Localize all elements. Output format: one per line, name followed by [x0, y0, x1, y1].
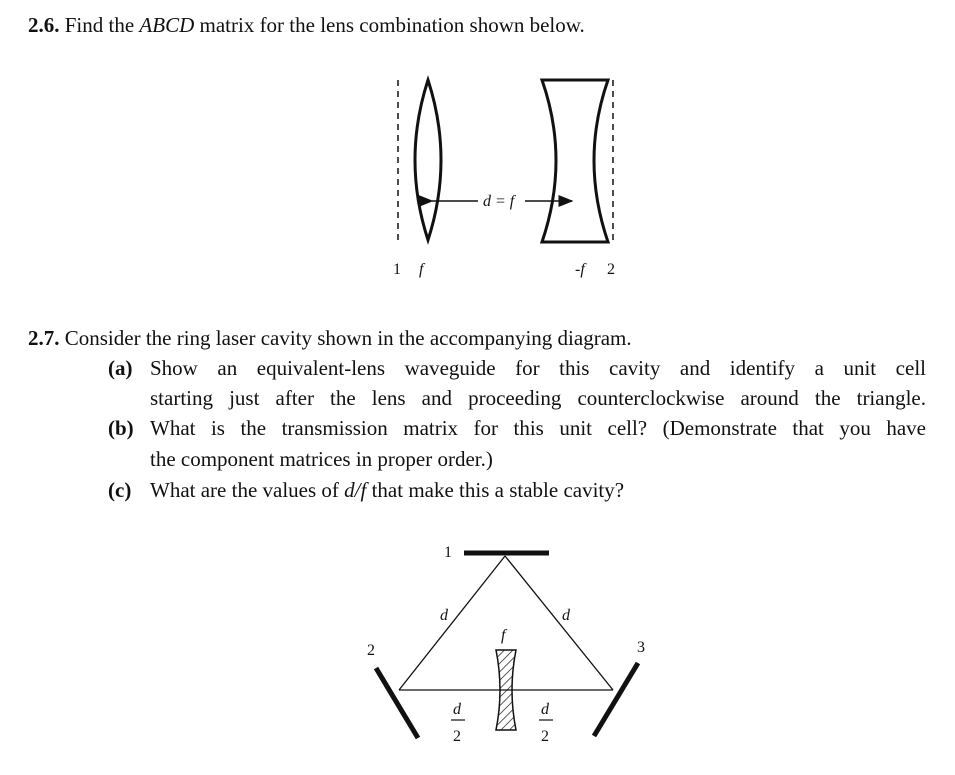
beam-left-leg [399, 556, 505, 690]
focal-length-label: f [419, 261, 424, 278]
abcd-term: ABCD [139, 13, 195, 37]
ratio-term: d/f [344, 478, 367, 502]
mirror-1-label: 1 [444, 544, 452, 561]
distance-label: d = f [483, 193, 515, 210]
left-half-numerator: d [453, 701, 461, 718]
part-a-line-2: starting just after the lens and proceeding counterclockwise around the triangle. [150, 386, 926, 410]
plane-2-label: 2 [607, 261, 615, 278]
mirror-3-label: 3 [637, 639, 645, 656]
left-leg-distance-label: d [440, 607, 448, 624]
part-c-text: What are the values of [150, 478, 339, 502]
left-half-denominator: 2 [453, 728, 461, 745]
problem-text: matrix for the lens combination shown below. [199, 13, 585, 37]
part-c-label: (c) [108, 478, 132, 502]
problem-text: Consider the ring laser cavity shown in the accompanying diagram. [64, 326, 632, 350]
neg-focal-length-label: -f [575, 261, 585, 278]
part-c-text: that make this a stable cavity? [371, 478, 625, 502]
lens-focal-label: f [501, 627, 506, 644]
part-b-text: What is the transmission matrix for this unit cell? (Demonstrate that you have [150, 416, 926, 440]
right-half-numerator: d [541, 701, 549, 718]
problem-number: 2.6. [28, 13, 60, 37]
right-half-denominator: 2 [541, 728, 549, 745]
problem-text: Find the [64, 13, 135, 37]
right-leg-distance-label: d [562, 607, 570, 624]
part-a-text: Show an equivalent-lens waveguide for this cavity and identify a unit cell [150, 356, 926, 380]
part-b-label: (b) [108, 416, 134, 440]
problem-number: 2.7. [28, 326, 60, 350]
part-a-label: (a) [108, 356, 133, 380]
plane-1-label: 1 [393, 261, 401, 278]
part-b-line-2: the component matrices in proper order.) [150, 447, 493, 471]
beam-right-leg [505, 556, 613, 690]
mirror-2-label: 2 [367, 642, 375, 659]
mirror-2 [376, 668, 418, 738]
